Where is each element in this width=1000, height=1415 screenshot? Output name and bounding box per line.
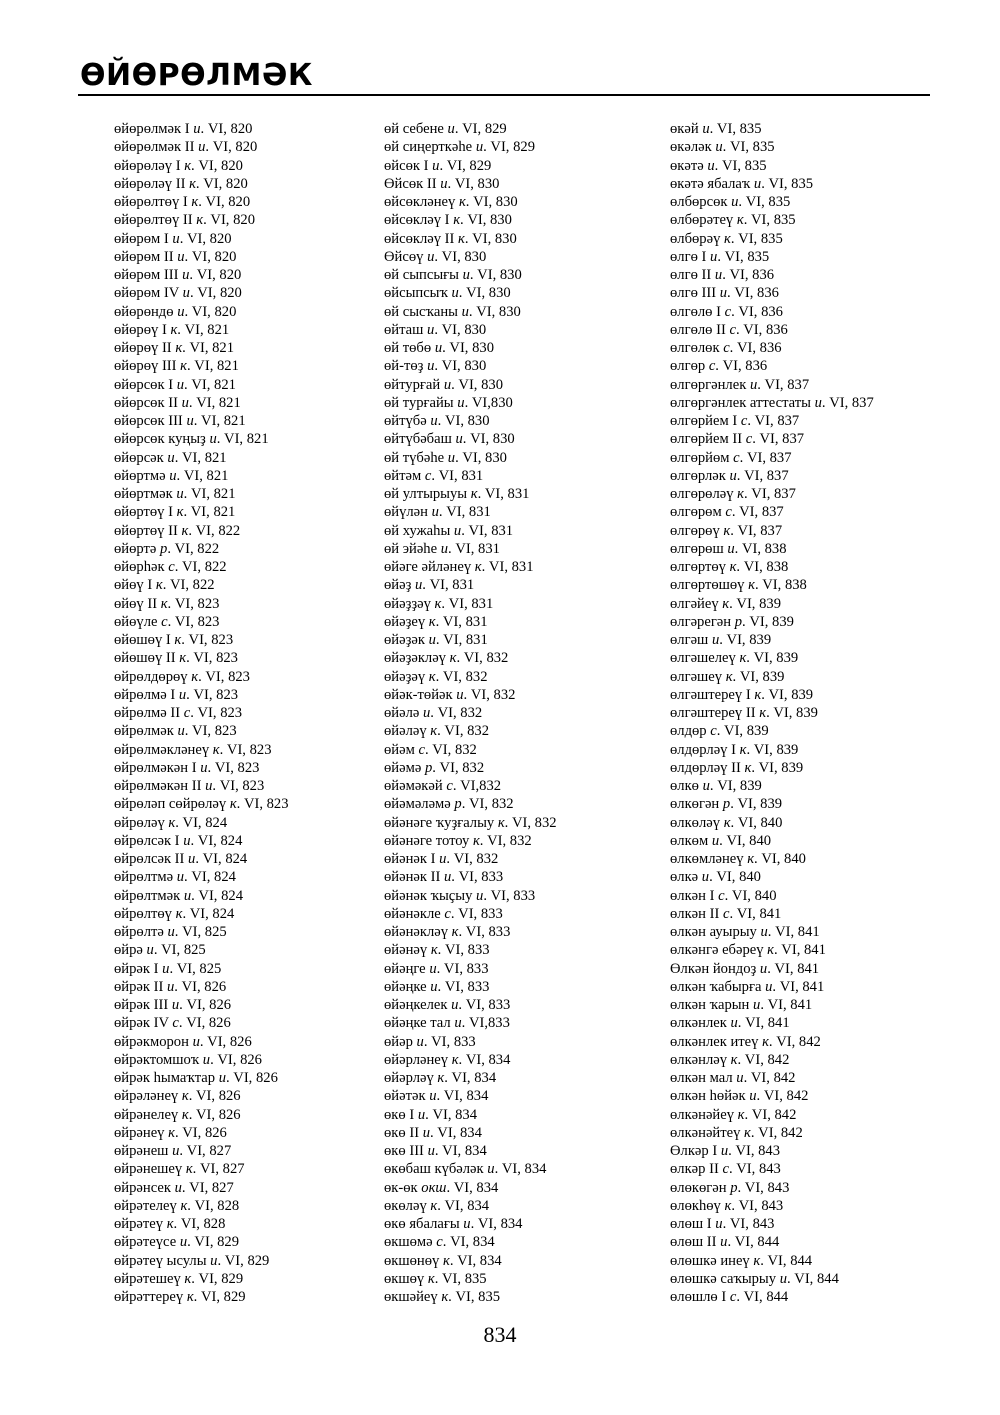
dictionary-entry: өлкән һөйәк и. VI, 842 xyxy=(670,1088,809,1105)
dictionary-entry: өйөртмәк и. VI, 821 xyxy=(114,486,236,502)
dictionary-entry: өлгөртөү к. VI, 838 xyxy=(670,559,789,575)
dictionary-entry: өйрәнешеү к. VI, 827 xyxy=(114,1161,245,1178)
dictionary-entry: өлкән ҡабырға и. VI, 841 xyxy=(670,978,825,995)
dictionary-entry: өйөүле с. VI, 823 xyxy=(114,613,220,630)
dictionary-entry: өйрәк һымаҡтар и. VI, 826 xyxy=(114,1070,278,1086)
dictionary-entry: өйөртөү I к. VI, 821 xyxy=(114,504,236,521)
dictionary-entry: өйрөлмәкән I и. VI, 823 xyxy=(114,759,260,776)
dictionary-entry: өйәнәк I и. VI, 832 xyxy=(384,851,499,867)
dictionary-entry: өйөрөлмәк I и. VI, 820 xyxy=(114,121,253,137)
dictionary-entry: өйтурғай и. VI, 830 xyxy=(384,376,503,393)
dictionary-entry: өйәнәк II и. VI, 833 xyxy=(384,869,504,886)
dictionary-entry: өлөш II и. VI, 844 xyxy=(670,1234,780,1251)
dictionary-entry: өйрә и. VI, 825 xyxy=(114,942,206,959)
dictionary-entry: өйөшөү I к. VI, 823 xyxy=(114,632,234,648)
dictionary-entry: өйәтәк и. VI, 834 xyxy=(384,1088,489,1105)
dictionary-entry: өкшөү к. VI, 835 xyxy=(384,1270,487,1287)
header-rule xyxy=(78,94,930,96)
dictionary-entry: өйрәнеш и. VI, 827 xyxy=(114,1143,232,1159)
dictionary-entry: өйрөлдөрөү к. VI, 823 xyxy=(114,668,250,685)
dictionary-entry: өйөрөү III к. VI, 821 xyxy=(114,358,239,375)
dictionary-entry: өйташ и. VI, 830 xyxy=(384,321,487,338)
dictionary-entry: өлкә и. VI, 840 xyxy=(670,869,761,886)
dictionary-entry: өйәңке и. VI, 833 xyxy=(384,978,490,995)
dictionary-entry: өлөшкә саҡырыу и. VI, 844 xyxy=(670,1270,839,1287)
dictionary-entry: өйәнәге ҡуҙғалыу к. VI, 832 xyxy=(384,814,557,831)
dictionary-entry: өйрәк I и. VI, 825 xyxy=(114,960,222,977)
dictionary-entry: өлгөрйем II с. VI, 837 xyxy=(670,431,805,448)
dictionary-entry: өй сиңерткәһе и. VI, 829 xyxy=(384,139,535,156)
dictionary-entry: өйәмәкәй с. VI,832 xyxy=(384,778,502,794)
dictionary-entry: өлгөлө I с. VI, 836 xyxy=(670,303,783,320)
dictionary-entry: өй эйәһе и. VI, 831 xyxy=(384,540,500,557)
dictionary-entry: өлкөм и. VI, 840 xyxy=(670,832,772,849)
dictionary-entry: Өйсөү и. VI, 830 xyxy=(384,248,487,265)
dictionary-entry: өйәнәкләү к. VI, 833 xyxy=(384,924,511,940)
dictionary-entry: өлкөгән р. VI, 839 xyxy=(670,796,783,813)
dictionary-entry: өйөрөлтөү I к. VI, 820 xyxy=(114,194,251,210)
dictionary-entry: өйөрһәк с. VI, 822 xyxy=(114,559,227,575)
dictionary-entry: өлкән ауырыу и. VI, 841 xyxy=(670,924,820,940)
dictionary-entry: өлгәйеү к. VI, 839 xyxy=(670,595,781,612)
dictionary-entry: өйөү II к. VI, 823 xyxy=(114,595,220,612)
dictionary-entry: өй сыпсығы и. VI, 830 xyxy=(384,267,522,283)
dictionary-entry: өлкәнгә ебәреү к. VI, 841 xyxy=(670,942,826,959)
dictionary-entry: өйрөлмә I и. VI, 823 xyxy=(114,686,239,703)
dictionary-entry: өйәҙәү к. VI, 832 xyxy=(384,668,488,685)
dictionary-entry: өлбөрәтеү к. VI, 835 xyxy=(670,212,796,229)
dictionary-entry: өлгөрйем I с. VI, 837 xyxy=(670,413,800,429)
dictionary-entry: өйөрөм I и. VI, 820 xyxy=(114,230,232,247)
dictionary-entry: өйөрөләү II к. VI, 820 xyxy=(114,175,248,192)
dictionary-entry: өлгөрөү к. VI, 837 xyxy=(670,522,783,539)
dictionary-entry: өйрөлмәкән II и. VI, 823 xyxy=(114,778,265,794)
dictionary-entry: өлгөлөк с. VI, 836 xyxy=(670,340,782,356)
entry-column-3 xyxy=(670,120,874,1306)
dictionary-entry: өйрөлмә II с. VI, 823 xyxy=(114,705,243,721)
dictionary-entry: өйөрсөк куңыҙ и. VI, 821 xyxy=(114,431,269,448)
dictionary-entry: өкшөнөү к. VI, 834 xyxy=(384,1252,502,1269)
dictionary-entry: өйрәк II и. VI, 826 xyxy=(114,978,227,995)
dictionary-entry: өйөртә р. VI, 822 xyxy=(114,540,220,557)
dictionary-entry: өйөрөм II и. VI, 820 xyxy=(114,248,237,265)
dictionary-entry: өйрөлтөү к. VI, 824 xyxy=(114,905,235,922)
dictionary-entry: өйрөлтмә и. VI, 824 xyxy=(114,869,236,886)
dictionary-entry: өлгәшелеү к. VI, 839 xyxy=(670,650,799,667)
dictionary-entry: өйрәтеү ысулы и. VI, 829 xyxy=(114,1252,270,1269)
dictionary-entry: өйсөкләү II к. VI, 830 xyxy=(384,230,517,247)
dictionary-entry: өлгө I и. VI, 835 xyxy=(670,248,770,265)
dictionary-entry: өй түбәһе и. VI, 830 xyxy=(384,449,507,466)
dictionary-entry: өлкән мал и. VI, 842 xyxy=(670,1070,796,1086)
dictionary-entry: өй хужаһы и. VI, 831 xyxy=(384,522,514,539)
dictionary-entry: өкшөмә с. VI, 834 xyxy=(384,1234,495,1251)
dictionary-entry: өлбөрсөк и. VI, 835 xyxy=(670,194,791,210)
dictionary-entry: өлөкһөү к. VI, 843 xyxy=(670,1197,784,1214)
dictionary-entry: өйәрләү к. VI, 834 xyxy=(384,1070,497,1086)
dictionary-entry: өкәтә ябалаҡ и. VI, 835 xyxy=(670,175,814,192)
dictionary-entry: өйәнәү к. VI, 833 xyxy=(384,942,490,959)
dictionary-entry: өйрәк III и. VI, 826 xyxy=(114,997,232,1013)
dictionary-entry: өйөрсөк I и. VI, 821 xyxy=(114,376,236,393)
dictionary-entry: өйрәттереү к. VI, 829 xyxy=(114,1289,246,1305)
dictionary-entry: өлкәнәйеү к. VI, 842 xyxy=(670,1106,797,1123)
dictionary-entry: өйөртмә и. VI, 821 xyxy=(114,467,229,484)
dictionary-entry: өлгәштереү II к. VI, 839 xyxy=(670,705,818,721)
dictionary-entry: Өлкәр I и. VI, 843 xyxy=(670,1143,781,1159)
dictionary-entry: өйөрөү II к. VI, 821 xyxy=(114,340,235,356)
dictionary-entry: өлгө III и. VI, 836 xyxy=(670,285,779,302)
dictionary-entry: өлдөр с. VI, 839 xyxy=(670,723,769,740)
dictionary-entry: өлгөрөләү к. VI, 837 xyxy=(670,486,796,502)
dictionary-entry: өй себене и. VI, 829 xyxy=(384,121,507,137)
dictionary-entry: өйөрөм IV и. VI, 820 xyxy=(114,285,242,302)
dictionary-entry: өйсөк I и. VI, 829 xyxy=(384,157,492,174)
dictionary-entry: өкәй и. VI, 835 xyxy=(670,121,762,137)
dictionary-entry: өйәге әйләнеү к. VI, 831 xyxy=(384,559,534,575)
dictionary-entry: Өлкән йондоҙ и. VI, 841 xyxy=(670,960,820,977)
dictionary-entry: өй-төҙ и. VI, 830 xyxy=(384,358,487,375)
dictionary-entry: өйөрсөк III и. VI, 821 xyxy=(114,413,246,429)
dictionary-entry: өкәләк и. VI, 835 xyxy=(670,139,775,156)
dictionary-entry: өкө ябалағы и. VI, 834 xyxy=(384,1216,523,1232)
dictionary-entry: өйәрләнеү к. VI, 834 xyxy=(384,1051,511,1068)
dictionary-entry: өлгөрөш и. VI, 838 xyxy=(670,540,787,557)
dictionary-entry: өкәтә и. VI, 835 xyxy=(670,157,767,174)
dictionary-entry: өйөрсәк и. VI, 821 xyxy=(114,449,227,466)
dictionary-entry: өйөрөндө и. VI, 820 xyxy=(114,303,237,320)
dictionary-entry: өлкәнәйтеү к. VI, 842 xyxy=(670,1124,803,1141)
dictionary-entry: өлдөрләү I к. VI, 839 xyxy=(670,741,799,758)
dictionary-entry: өйрәләнеү к. VI, 826 xyxy=(114,1088,241,1105)
dictionary-entry: өйсыпсыҡ и. VI, 830 xyxy=(384,285,511,302)
dictionary-entry: өйрәнелеү к. VI, 826 xyxy=(114,1106,241,1123)
dictionary-entry: өйәңке тал и. VI,833 xyxy=(384,1015,510,1032)
dictionary-entry: өлдөрләү II к. VI, 839 xyxy=(670,759,804,776)
dictionary-entry: өлкән II с. VI, 841 xyxy=(670,905,782,922)
dictionary-entry: өлгөрйөм с. VI, 837 xyxy=(670,449,792,466)
dictionary-entry: өлкән I с. VI, 840 xyxy=(670,887,777,904)
dictionary-entry: өйәк-төйәк и. VI, 832 xyxy=(384,686,516,703)
dictionary-entry: өйрөлмәк и. VI, 823 xyxy=(114,723,237,740)
dictionary-entry: өйрөлтә и. VI, 825 xyxy=(114,924,227,940)
dictionary-entry: өлкән ҡарын и. VI, 841 xyxy=(670,997,813,1013)
dictionary-entry: өлбөрәү к. VI, 835 xyxy=(670,230,783,247)
dictionary-entry: өкө II и. VI, 834 xyxy=(384,1124,482,1141)
dictionary-entry: өлкөләү к. VI, 840 xyxy=(670,814,783,831)
dictionary-entry: өкшәйеү к. VI, 835 xyxy=(384,1289,501,1305)
dictionary-entry: өйтүбәбаш и. VI, 830 xyxy=(384,431,515,448)
dictionary-entry: өй турғайы и. VI,830 xyxy=(384,394,513,411)
dictionary-entry: өкө III и. VI, 834 xyxy=(384,1143,487,1159)
dictionary-entry: өлөкөгән р. VI, 843 xyxy=(670,1179,790,1196)
dictionary-entry: өлгөрөм с. VI, 837 xyxy=(670,504,784,521)
dictionary-entry: өкөбаш күбәләк и. VI, 834 xyxy=(384,1161,547,1178)
dictionary-entry: өйәҙ и. VI, 831 xyxy=(384,577,475,594)
dictionary-entry: өлгө II и. VI, 836 xyxy=(670,267,775,283)
dictionary-entry: өйәр и. VI, 833 xyxy=(384,1033,476,1050)
dictionary-entry: өлгөр с. VI, 836 xyxy=(670,358,768,375)
dictionary-entry: өлгәшеү к. VI, 839 xyxy=(670,668,785,685)
dictionary-entry: өйәҙеү к. VI, 831 xyxy=(384,613,488,630)
dictionary-entry: өйрөлсәк II и. VI, 824 xyxy=(114,851,248,867)
dictionary-entry: өлкәр II с. VI, 843 xyxy=(670,1161,781,1178)
dictionary-entry: өйрәтеүсе и. VI, 829 xyxy=(114,1234,240,1251)
dictionary-entry: Өйсөк II и. VI, 830 xyxy=(384,175,500,192)
dictionary-entry: өлөш I и. VI, 843 xyxy=(670,1216,775,1232)
dictionary-entry: өйәҙәк и. VI, 831 xyxy=(384,632,488,648)
dictionary-entry: өйөрөләү I к. VI, 820 xyxy=(114,157,243,174)
dictionary-entry: өйәмәләмә р. VI, 832 xyxy=(384,796,514,813)
dictionary-entry: өйрәнеү к. VI, 826 xyxy=(114,1124,227,1141)
dictionary-entry: өйтәм с. VI, 831 xyxy=(384,467,484,484)
dictionary-entry: өйрөлмәкләнеү к. VI, 823 xyxy=(114,741,272,758)
dictionary-entry: өйрөләү к. VI, 824 xyxy=(114,814,228,831)
dictionary-entry: өлкө и. VI, 839 xyxy=(670,778,762,794)
dictionary-entry: өйрәтешеү к. VI, 829 xyxy=(114,1270,244,1287)
dictionary-entry: өйтүбә и. VI, 830 xyxy=(384,413,490,429)
dictionary-entry: өйәнәк ҡыҫыу и. VI, 833 xyxy=(384,887,536,904)
dictionary-entry: өйсөкләү I к. VI, 830 xyxy=(384,212,512,229)
dictionary-entry: өйөрөлмәк II и. VI, 820 xyxy=(114,139,258,156)
running-head: ӨЙӨРӨЛМӘК xyxy=(80,58,313,93)
dictionary-entry: өйөрөү I к. VI, 821 xyxy=(114,321,230,338)
dictionary-entry: өлгөртөшөү к. VI, 838 xyxy=(670,577,807,594)
dictionary-entry: өлкәнлек итеү к. VI, 842 xyxy=(670,1033,821,1050)
dictionary-entry: өйрәтелеү к. VI, 828 xyxy=(114,1197,240,1214)
dictionary-entry: өйрәтеү к. VI, 828 xyxy=(114,1216,226,1232)
dictionary-entry: өйрәктомшоҡ и. VI, 826 xyxy=(114,1051,262,1068)
dictionary-entry: өйәнәкле с. VI, 833 xyxy=(384,905,503,922)
dictionary-entry: өйәҙҙәү к. VI, 831 xyxy=(384,595,494,612)
dictionary-entry: өйөрсөк II и. VI, 821 xyxy=(114,394,241,411)
dictionary-entry: өлгөргәнлек аттестаты и. VI, 837 xyxy=(670,394,874,411)
dictionary-entry: өй сысҡаны и. VI, 830 xyxy=(384,303,521,320)
dictionary-entry: өйөрөлтөү II к. VI, 820 xyxy=(114,212,255,229)
entry-column-1 xyxy=(114,120,289,1306)
dictionary-entry: өлгәрегән р. VI, 839 xyxy=(670,613,794,630)
dictionary-entry: өйәләү к. VI, 832 xyxy=(384,723,490,740)
dictionary-entry: өйәҙәкләү к. VI, 832 xyxy=(384,650,509,667)
dictionary-entry: өлөшкә инеү к. VI, 844 xyxy=(670,1252,813,1269)
dictionary-entry: өлгөргәнлек и. VI, 837 xyxy=(670,376,810,393)
dictionary-entry: өлкөмләнеү к. VI, 840 xyxy=(670,851,806,867)
dictionary-entry: өйрәнсек и. VI, 827 xyxy=(114,1179,234,1196)
dictionary-entry: өйөшөү II к. VI, 823 xyxy=(114,650,238,667)
dictionary-entry: өк-өк окш. VI, 834 xyxy=(384,1179,499,1196)
dictionary-entry: өйрөлтмәк и. VI, 824 xyxy=(114,887,243,904)
dictionary-entry: өйәм с. VI, 832 xyxy=(384,741,477,758)
dictionary-entry: өйүлән и. VI, 831 xyxy=(384,504,491,521)
dictionary-entry: өлгөлө II с. VI, 836 xyxy=(670,321,788,338)
dictionary-entry: өйрөлсәк I и. VI, 824 xyxy=(114,832,243,849)
entry-column-2 xyxy=(384,120,557,1306)
dictionary-entry: өлгәш и. VI, 839 xyxy=(670,632,772,648)
dictionary-entry: өйәнәге тотоу к. VI, 832 xyxy=(384,832,532,849)
dictionary-entry: өйрәк IV с. VI, 826 xyxy=(114,1015,231,1032)
dictionary-entry: өйөү I к. VI, 822 xyxy=(114,577,215,594)
dictionary-entry: өлгөрләк и. VI, 837 xyxy=(670,467,789,484)
dictionary-entry: өйәңкелек и. VI, 833 xyxy=(384,997,511,1013)
dictionary-entry: өй ултырыуы к. VI, 831 xyxy=(384,486,530,502)
dictionary-entry: өй төбө и. VI, 830 xyxy=(384,340,494,356)
dictionary-entry: өлөшлө I с. VI, 844 xyxy=(670,1289,789,1305)
dictionary-entry: өйәмә р. VI, 832 xyxy=(384,759,485,776)
page-number: 834 xyxy=(483,1322,517,1347)
dictionary-entry: өйсөкләнеү к. VI, 830 xyxy=(384,194,518,210)
dictionary-entry: өкө I и. VI, 834 xyxy=(384,1106,478,1123)
dictionary-entry: өлкәнлек и. VI, 841 xyxy=(670,1015,790,1032)
dictionary-entry: өйөртөү II к. VI, 822 xyxy=(114,522,241,539)
dictionary-entry: өйәңге и. VI, 833 xyxy=(384,960,489,977)
dictionary-entry: өлкәнләү к. VI, 842 xyxy=(670,1051,790,1068)
dictionary-entry: өкөләү к. VI, 834 xyxy=(384,1197,490,1214)
dictionary-entry: өйрөләп сөйрөләү к. VI, 823 xyxy=(114,796,289,813)
dictionary-entry: өйөрөм III и. VI, 820 xyxy=(114,267,242,283)
dictionary-entry: өйәлә и. VI, 832 xyxy=(384,705,483,721)
dictionary-entry: өйрәкморон и. VI, 826 xyxy=(114,1033,252,1050)
dictionary-entry: өлгәштереү I к. VI, 839 xyxy=(670,686,814,703)
